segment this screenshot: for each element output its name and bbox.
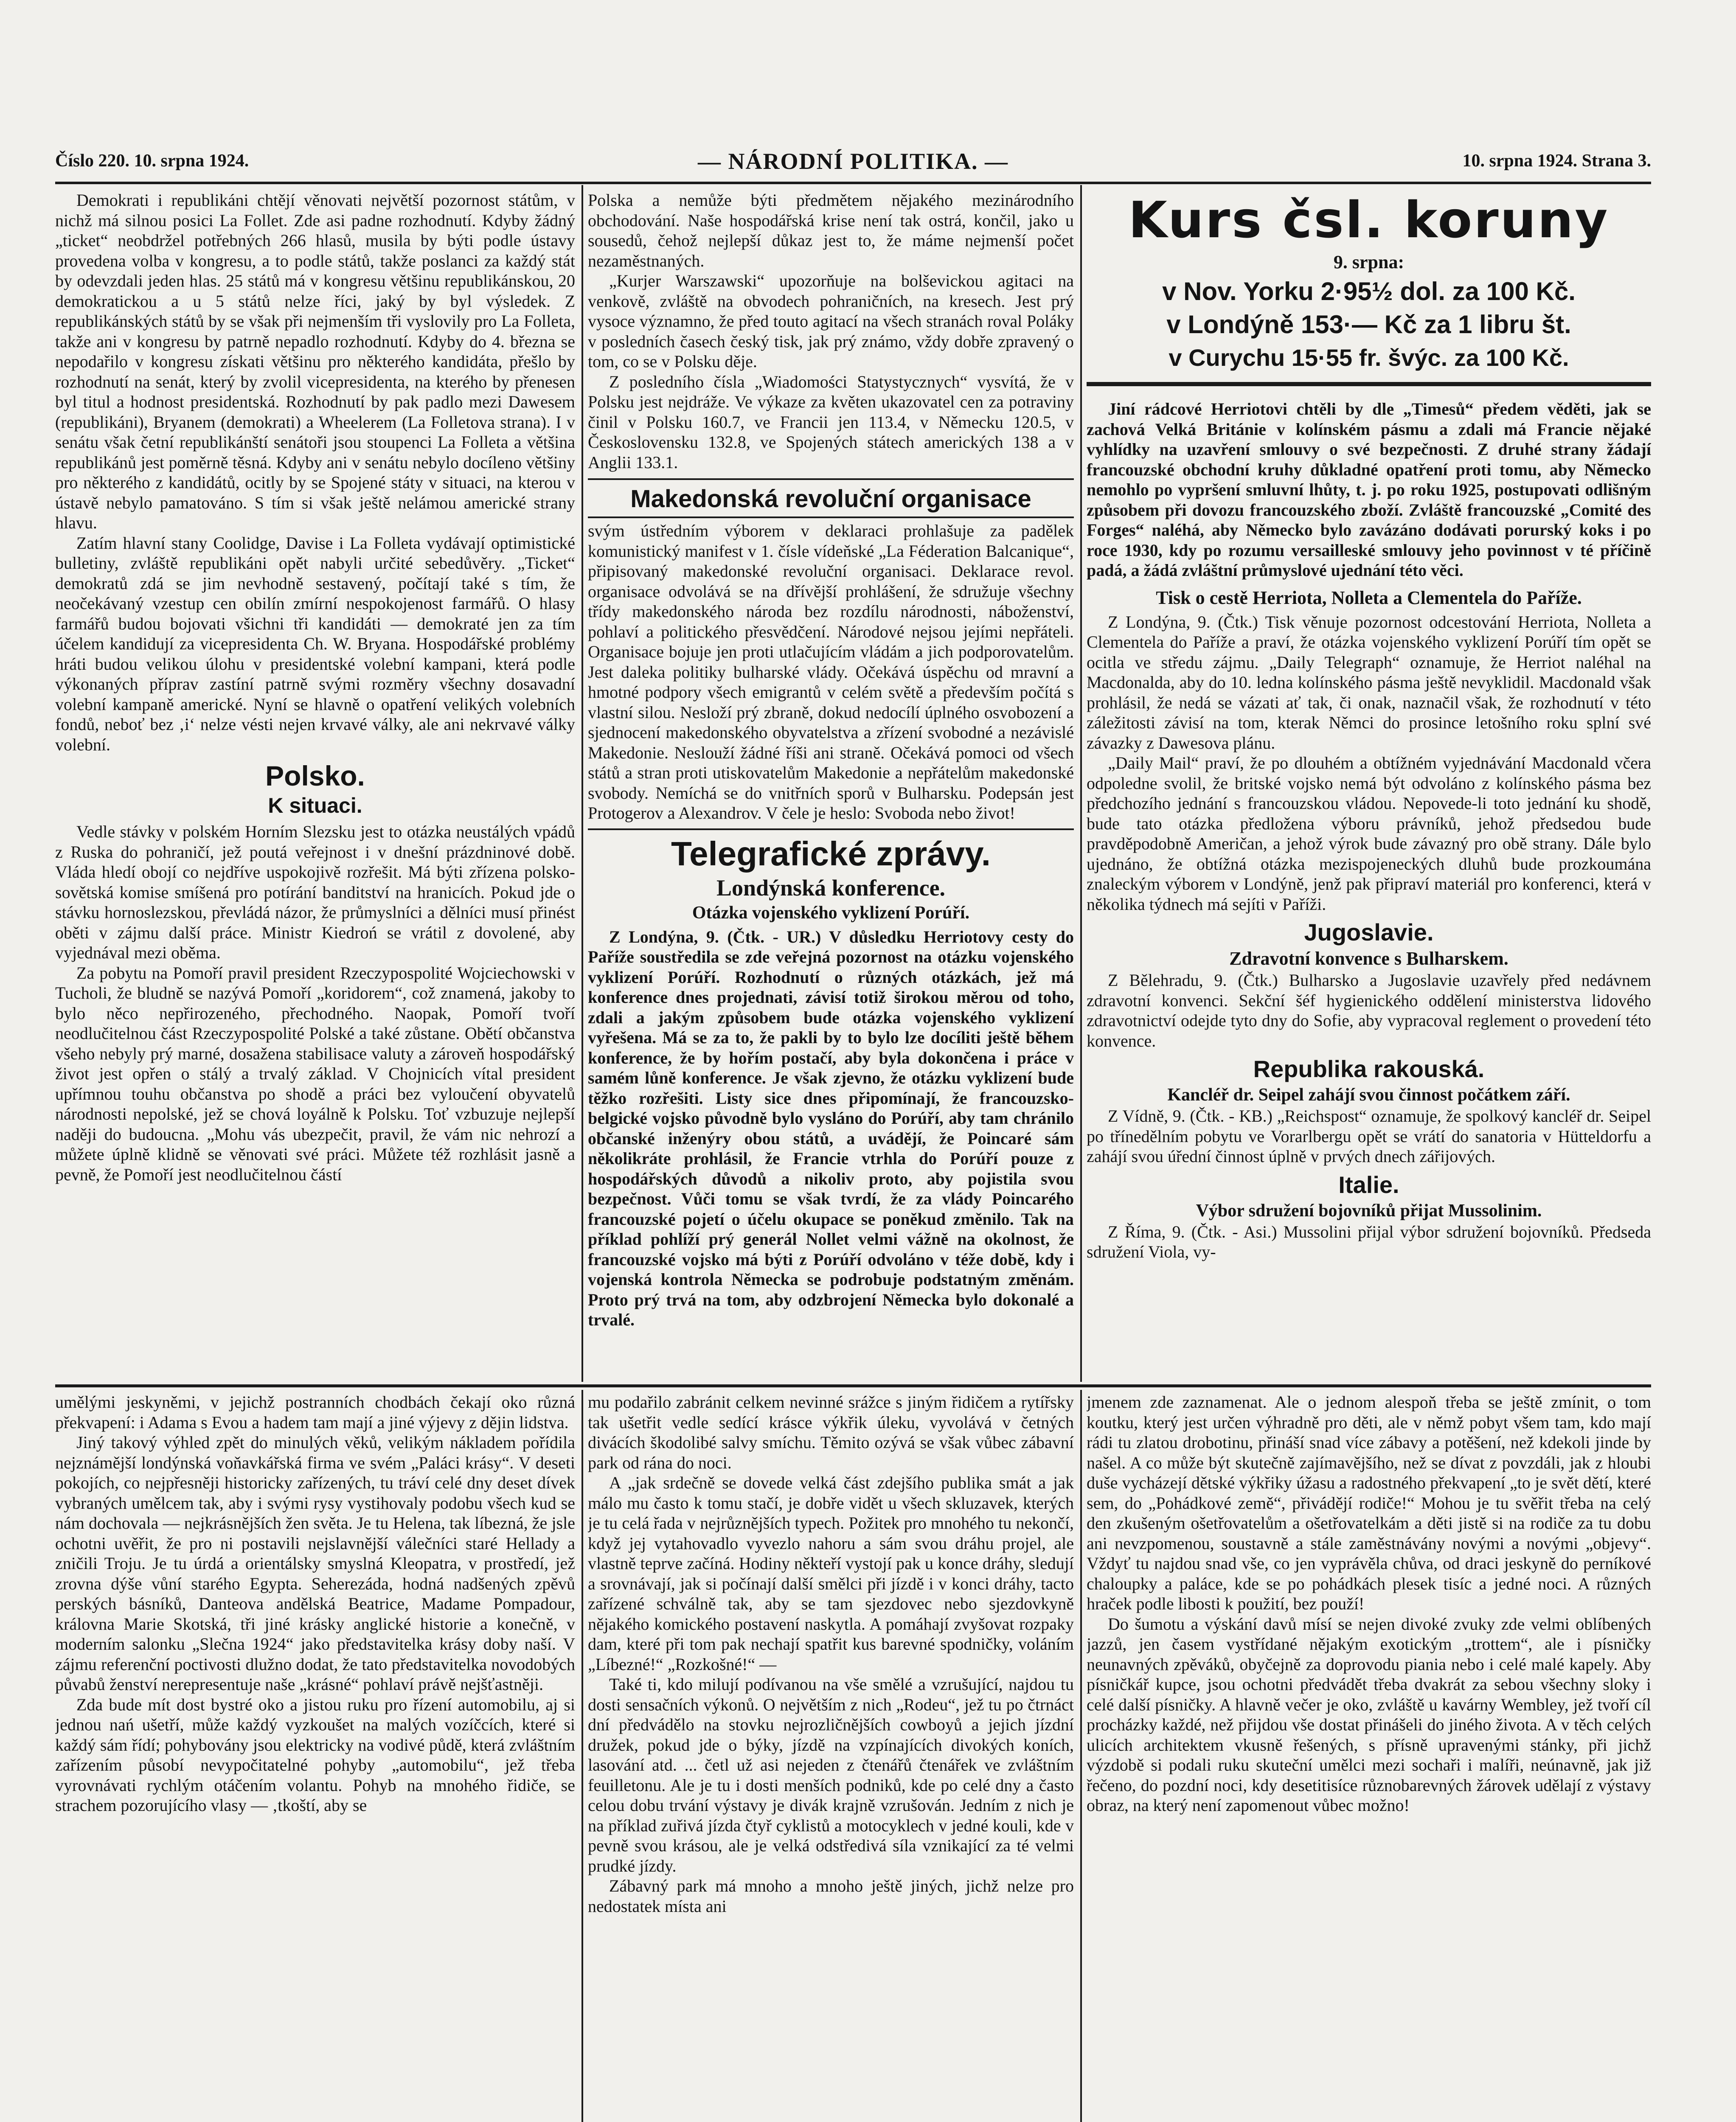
header-rule	[55, 182, 1651, 184]
paragraph: Za pobytu na Pomoří pravil president Rzeczypospolité Wojciechowski v Tucholi, že bludně se nazývá Pomoří „koridorem“, což znamená, jakoby to bylo něco nepřirozeného, přechodného. Naopak, Pomoří tvoří neodlučitelnou část Rzeczypospolité Polské a také zůstane. Obětí občanstva všeho nebyly prý marné, dosažena stabilisace valuty a zároveň hospodářský život jest opřen o stálý a trvalý základ. V Chojnicích vítal president upřímnou touhu občanstva po shodě a práci bez vyloučení obyvatelů národnosti nepolské, jež se chová loyálně k Polsku. Toť vzbuzuje nejlepší naději do budoucna. „Mohu vás ubezpečit, pravil, že vám nic nehrozí a můžete úplně klidně se věnovati své práci. Můžete též rozhlásit jasně a pevně, že Pomoří jest neodlučitelnou částí	[55, 963, 575, 1184]
section-title-telegraficke: Telegrafické zprávy.	[671, 834, 991, 873]
paragraph: Z Londýna, 9. (Čtk. - UR.) V důsledku Herriotovy cesty do Paříže soustředila se zde veřejná pozornost na otázku vojenského vyklizení Porúří. Rozhodnutí o různých otázkách, jež má konference dnes projednati, závisí totiž širokou měrou od toho, zdali a jakým způsobem bude otázka vojenského vyklizení vyřešena. Má se za to, že pakli by to bylo lze docíliti ještě během konference, že by hořím postačí, aby byla dokončena i práce v samém lůně konference. Je však zjevno, že otázku vyklizení bude těžko rozřešiti. Listy sice dnes připomínají, že francouzsko-belgické vojsko původně bylo vysláno do Porúří, aby tam chránilo občanské inženýry obou států, a uvádějí, že Poincaré sám několikráte prohlásil, že Francie vtrhla do Porúří pouze z hospodářských důvodů a nikoliv proto, aby pojistila svou bezpečnost. Vůči tomu se však tvrdí, že za vlády Poincarého francouzské pojetí o účelu okupace se poněkud změnilo. Tak na příklad pohlíží prý generál Nollet velmi vážně na okolnost, že francouzské vojsko má býti z Porúří odvoláno v téže době, kdy i vojenská kontrola Německa se podrobuje podstatným změnám. Proto prý trvá na tom, aby odzbrojení Německa bylo dokonalé a trvalé.	[588, 927, 1074, 1329]
column-rule-1	[581, 185, 583, 1382]
section-subtitle: Kancléř dr. Seipel zahájí svou činnost počátkem září.	[1167, 1085, 1570, 1105]
page-header	[55, 151, 1651, 180]
section-rule	[588, 478, 1074, 480]
rate-london: v Londýně 153·— Kč za 1 libru št.	[1166, 310, 1571, 339]
paragraph: Zatím hlavní stany Coolidge, Davise i La Folleta vydávají optimistické bulletiny, zvláště republikáni opět nabyli určité sebedůvěry. „Ticket“ demokratů zdá se jim nevhodně sestavený, počítají také s tím, že neočekávaný vzestup cen obilín zmírní nespokojenost farmářů. O hlasy farmářů budou bojovati všichni tři kandidáti — demokraté jen za tím účelem kandidují za vicepresidenta Ch. W. Bryana. Hospodářské problémy hráti budou velikou úlohu v presidentské volební kampani, která podle výkonaných příprav zastíní patrně svými rozměry všechny dosavadní volební kampaně americké. Nyní se hlavně o opatření velikých volebních fondů, neboť bez ‚i‘ nelze vésti nejen krvavé války, ale ani nekrvavé války volební.	[55, 533, 575, 754]
paragraph: Z Londýna, 9. (Čtk.) Tisk věnuje pozornost odcestování Herriota, Nolleta a Clementela do Paříže a praví, že otázka vojenského vyklizení Porúří tím opět se ocitla ve středu zájmu. „Daily Telegraph“ oznamuje, že Herriot naléhal na Macdonalda, aby do 10. ledna kolínského pásma ještě nevyklidil. Macdonald však prohlásil, že nedá se vázati ať tak, či onak, naznačil však, že rozhodnutí v této záležitosti závisí na tom, kterak Němci do prosince letošního roku splní své závazky z Dawesova plánu.	[1087, 612, 1651, 752]
paragraph: jmenem zde zaznamenat. Ale o jednom alespoň třeba se ještě zmínit, o tom koutku, který jest určen výhradně pro děti, ale v němž pobyt všem tam, kdo mají rádi tu zlatou drobotinu, přináší snad více zábavy a potěšení, než kdekoli jinde by našel. A co může být skutečně zajímavějšího, než se dívat z povzdáli, jak z hloubi duše vycházejí dětské výkřiky úžasu a radostného překvapení „to je svět dětí, které sem, do „Pohádkové země“, přivádějí rodiče!“ Mohou je tu svěřit třeba na celý den zkušeným ošetřovatelům a ošetřovatelkám a děti jistě si na rodiče za tu dobu ani nevzpomenou, soustavně a stále zaměstnávány novými a novými „objevy“. Vždyť tu najdou snad vše, co jen vyprávěla chůva, od draci jeskyně do perníkové chaloupky a paláce, kde se po pohádkách plesek tisíc a jedné noci. A různých hraček podle libosti k použití, bez použí!	[1087, 1392, 1651, 1613]
section-subtitle-tisk: Tisk o cestě Herriota, Nolleta a Clementela do Paříže.	[1156, 587, 1582, 608]
section-subtitle-londynska: Londýnská konference.	[716, 875, 946, 901]
section-title-italie: Italie.	[1338, 1171, 1399, 1198]
section-subtitle: Zdravotní konvence s Bulharskem.	[1229, 948, 1508, 969]
rate-zurich: v Curychu 15·55 fr. švýc. za 100 Kč.	[1169, 344, 1569, 371]
paragraph: Demokrati i republikáni chtějí věnovati největší pozornost státům, v nichž má silnou posici La Follet. Zde asi padne rozhodnutí. Kdyby žádný „ticket“ neobdržel potřebných 266 hlasů, musila by býti podle ústavy provedena volba v kongresu, a to podle států, takže poslanci za každý stát by odevzdali jeden hlas. 25 států má v kongresu většinu republikánskou, 20 demokratickou a u 5 států nelze říci, jaký by byl výsledek. Z republikánských států by se však při nejmenším tři vyslovily pro La Folleta, takže ani v kongresu by patrně nepadlo rozhodnutí. Kdyby do 4. března se nepodařilo v kongresu získati většinu pro některého kandidáta, přešlo by rozhodnutí na senát, který by zvolil vicepresidenta, na kterého by přenesen byl titul a hodnost presidentská. Rozhodnutí by pak padlo mezi Dawesem (republikáni), Bryanem (demokrati) a Wheelerem (La Folletova strana). I v senátu však četní republikánští senátoři jsou stoupenci La Folleta a většina republikánů jest poměrně těsná. Kdyby ani v senátu nebylo docíleno většiny pro některého z kandidátů, ocitly by se Spojené státy v situaci, na kterou v ústavě nebylo pamatováno. S tím si však ještě nelámou americké strany hlavu.	[55, 191, 575, 532]
paragraph: Z posledního čísla „Wiadomości Statystycznych“ vysvítá, že v Polsku jest nejdráže. Ve výkaze za květen ukazovatel cen za potraviny činil v Polsku 160.7, ve Francii jen 113.4, v Německu 120.5, v Československu 132.8, ve Spojených státech amerických 138 a v Anglii 133.1.	[588, 372, 1074, 472]
section-rule	[588, 516, 1074, 518]
paragraph: „Daily Mail“ praví, že po dlouhém a obtížném vyjednávání Macdonald včera odpoledne svolil, že britské vojsko nemá být odvoláno z kolínského pásma bez předchozího jednání s francouzskou vládou. Nepovede-li toto jednání ku shodě, bude tato otázka předložena výboru právníků, jehož předsedou bude pravděpodobně Američan, a jehož výrok bude závazný pro obě strany. Dále bylo ujednáno, že obtížná otázka mezispojeneckých dluhů bude prozkoumána znaleckým výborem v Londýně, jenž pak připraví materiál pro konferenci, která v několika týdnech má sejíti v Paříži.	[1087, 753, 1651, 914]
column-2-top	[588, 190, 1074, 1378]
section-title-polsko: Polsko.	[265, 760, 365, 792]
feuilleton-column-1	[55, 1392, 575, 2122]
paragraph: Vedle stávky v polském Horním Slezsku jest to otázka neustálých vpádů z Ruska do pohraničí, jež poutá veřejnost i v dnešní prázdninové době. Vláda hledí obojí co nejdříve uspokojivě rozřešit. Má býti zřízena polsko-sovětská komise smíšená pro potírání banditství na hranicích. Pokud jde o stávku hornoslezskou, převládá názor, že průmyslníci a dělníci musí přinést oběti v zájmu další práce. Ministr Kiedroń se vrátil z dovolené, aby vyjednával mezi oběma.	[55, 822, 575, 962]
paragraph: Do šumotu a výskání davů mísí se nejen divoké zvuky zde velmi oblíbených jazzů, jen časem vystřídané nějakým exotickým „trottem“, ale i písničky neunavných zpěváků, obyčejně za doprovodu piania nebo i celé malé kapely. Aby písničkář kupce, jsou ochotni předvádět třeba dvakrát za sebou všechny sloky i celé další písničky. A hlavně večer je oko, zvláště u kavárny Wembley, jež tvoří cíl procházky každé, než přijdou vše dostat přinášeli do jiného života. A v těch celých ulicích architektem vkusně řešených, s přísně upravenými stánky, při jichž výzdobě si podali ruku skuteční umělci mezi sochaři i malíři, neúnavně, jak již řečeno, do pozdní noci, kdy desetitisíce různobarevných žárovek udělají z výstavy obraz, na který není zapomenout vůbec možno!	[1087, 1614, 1651, 1815]
column-3-top	[1087, 190, 1651, 1378]
kurs-title: Kurs čsl. koruny	[1128, 191, 1610, 249]
column-1-top	[55, 190, 575, 1378]
column-rule-3	[581, 1390, 583, 2122]
paragraph: A „jak srdečně se dovede velká část zdejšího publika smát a jak málo mu často k tomu stačí, je dobře vidět u všech skluzavek, kterých je tu celá řada v nejrůznějších typech. Požitek pro mnohého tu nekončí, když jej vytahovadlo vyvezlo nahoru a sám svou dráhu projel, ale vlastně teprve začíná. Hodiny někteří vystojí pak u konce dráhy, sledují a srovnávají, jak si počínají další smělci při jízdě i v konci dráhy, tacto zařízené schválně tak, aby se tam sjezdovec nebo sjezdovkyně nějakého komického postavení naskytla. A pomáhají zvyšovat rozpaky dam, které při tom pak nechají spatřit kus barevné spodničky, voláním „Líbezné!“ „Rozkošné!“ —	[588, 1473, 1074, 1674]
section-rule	[1087, 382, 1651, 386]
paragraph: Z Vídně, 9. (Čtk. - KB.) „Reichspost“ oznamuje, že spolkový kancléř dr. Seipel po třínedělním pobytu ve Vorarlbergu opět se vrátí do sanatoria v Hütteldorfu a zahájí svou úřední činnost úplně v prvých dnech zářijových.	[1087, 1106, 1651, 1166]
rate-new-york: v Nov. Yorku 2·95½ dol. za 100 Kč.	[1162, 277, 1576, 306]
section-rule	[588, 828, 1074, 830]
feuilleton-rule	[55, 1384, 1651, 1387]
column-rule-2	[1080, 185, 1082, 1382]
column-rule-4	[1080, 1390, 1082, 2122]
section-title-rakouska: Republika rakouská.	[1253, 1055, 1485, 1082]
paragraph: svým ústředním výborem v deklaraci prohlašuje za padělek komunistický manifest v 1. čísle vídeňské „La Féderation Balcanique“, připisovaný makedonské revoluční organisaci. Deklarace revol. organisace odvolává se na dřívější prohlášení, že sdružuje všechny třídy makedonského národa bez rozdílu národnosti, náboženství, pohlaví a politického přesvědčení. Národové nejsou jejími nepřáteli. Organisace bojuje jen proti utlačujícím vládám a jich podporovatelům. Jest daleka politiky bulharské vlády. Očekává úspěchu od mravní a hmotné podpory všech emigrantů v celém světě a především počítá s vlastní silou. Nesloží prý zbraně, dokud nedocílí úplného osvobození a sjednocení makedonského obyvatelstva a zřízení svobodné a nezávislé Makedonie. Neslouží žádné říši ani straně. Očekává pomoci od všech států a stran proti utiskovatelům Makedonie a nepřátelům makedonské svobody. Nemíchá se do vnitřních sporů v Bulharsku. Podepsán jest Protogerov a Alexandrov. V čele je heslo: Svoboda nebo život!	[588, 521, 1074, 822]
paragraph: Zábavný park má mnoho a mnoho ještě jiných, jichž nelze pro nedostatek místa ani	[588, 1876, 1074, 1916]
section-title-jugoslavie: Jugoslavie.	[1304, 919, 1434, 946]
paragraph: Z Bělehradu, 9. (Čtk.) Bulharsko a Jugoslavie uzavřely před nedávnem zdravotní konvenci. Sekční šéf hygienického oddělení ministerstva lidového zdravotnictví odejde tyto dny do Sofie, aby vypracoval reglement o provedení této konvence.	[1087, 971, 1651, 1050]
section-subtitle: K situaci.	[268, 794, 362, 817]
paragraph: Jiní rádcové Herriotovi chtěli by dle „Timesů“ předem věděti, jak se zachová Velká Británie v kolínském pásmu a zdali má Francie nějaké vyhlídky na uzavření smlouvy o své bezpečnosti. Z druhé strany žádají francouzské obchodní kruhy důkladné opatření proti tomu, aby Německo nemohlo po vypršení smluvní lhůty, t. j. po roku 1925, postupovati odlišným způsobem při dovozu francouzského zboží. Zvláště francouzské „Comité des Forges“ naléhá, aby Německo bylo zavázáno dodávati porurský koks i po roce 1930, kdy po rozumu versailleské smlouvy jeho povinnost v té příčině padá, a žádá zvláštní průmyslové ujednání této věci.	[1087, 399, 1651, 580]
section-subtitle-porury: Otázka vojenského vyklizení Porúří.	[692, 903, 970, 923]
issue-number-date: Číslo 220. 10. srpna 1924.	[55, 151, 249, 171]
section-subtitle: Výbor sdružení bojovníků přijat Mussolinim.	[1196, 1201, 1542, 1221]
paragraph: Jiný takový výhled zpět do minulých věků, velikým nákladem pořídila nejznámější londýnská voňavkářská firma ve svém „Paláci krásy“. V deseti pokojích, co nejpřesněji historicky zařízených, tu tráví celé dny deset dívek vybraných umělcem tak, aby i svými rysy vystihovaly podobu všech kud se nám dochovala — nejkrásnějších žen světa. Je tu Helena, tak líbezná, že jsle ochotni uvěřit, že pro ni postavili nejslavnější válečníci staré Hellady a zničili Troju. Je tu úrdá a orientálsky smyslná Kleopatra, v prostředí, jež zrovna dýše vůní starého Egypta. Seherezáda, hodná nadšených zpěvů perských básníků, Danteova andělská Beatrice, Madame Pompadour, královna Marie Skotská, tři jiné krásky anglické historie a konečně, v moderním salonku „Slečna 1924“ jako představitelka krásy doby naší. V zájmu referenční poctivosti dlužno dodat, že tato představitelka novodobých půvabů ženství nerepresentuje naše „krásné“ pohlaví právě nejšťastněji.	[55, 1433, 575, 1694]
paragraph: Polska a nemůže býti předmětem nějakého mezinárodního obchodování. Naše hospodářská krise není tak ostrá, končil, jako u sousedů, čehož nejlepší důkaz jest to, že máme nejmenší počet nezaměstnaných.	[588, 191, 1074, 270]
paragraph: Z Říma, 9. (Čtk. - Asi.) Mussolini přijal výbor sdružení bojovníků. Předseda sdružení Viola, vy-	[1087, 1222, 1651, 1261]
paragraph: „Kurjer Warszawski“ upozorňuje na bolševickou agitaci na venkově, zvláště na obvodech pohraničních, na kresech. Jest prý vysoce významno, že před touto agitací na všech stranách roval Poláky v posledních časech český tisk, jak prý známo, vždy dobře zpravený o tom, co se v Polsku děje.	[588, 271, 1074, 371]
kurs-date: 9. srpna:	[1333, 252, 1405, 272]
masthead-title: — NÁRODNÍ POLITIKA. —	[697, 149, 1009, 174]
paragraph: Zda bude mít dost bystré oko a jistou ruku pro řízení automobilu, aj si jednou nań ušetří, může každý vyzkoušet na malých vozíčcích, které si každý sám řídí; pohybovány jsou elektricky na vodivé půdě, která zvláštním zařízením působí nevypočitatelné pohyby „automobilu“, jež třeba vyrovnávati rychlým otáčením volantu. Pohyb na mnohého řidiče, se strachem pozorujícího vlasy — ‚tkoští, aby se	[55, 1695, 575, 1815]
feuilleton-column-2	[588, 1392, 1074, 2122]
feuilleton-column-3	[1087, 1392, 1651, 2122]
date-page-number: 10. srpna 1924. Strana 3.	[1462, 151, 1651, 171]
paragraph: mu podařilo zabránit celkem nevinné srážce s jiným řidičem a rytířsky tak ušetřit vedle sedící krásce výkřik úleku, vyvolává v četných divácích škodolibé salvy smíchu. Těmito ozývá se však vůbec zábavní park od rána do noci.	[588, 1392, 1074, 1472]
paragraph: Také ti, kdo milují podívanou na vše smělé a vzrušující, najdou tu dosti sensačních výkonů. O největším z nich „Rodeu“, jež tu po čtrnáct dní předvádělo na stovku nejrozličnějších cowboyů a jejich jízdní družek, pokud jde o býky, jízdě na vzpínajících divokých koních, lasování atd. ... četl už asi nejeden z čtenářů čtenářek ve zvláštním feuilletonu. Ale je tu i dosti menších podniků, kde po celé dny a často celou dobu trvání výstavy je divák krajně vzrušován. Jedním z nich je na příklad zuřivá jízda čtyř cyklistů a motocyklech v jedné kouli, kde v pevně svou krásou, ale je velká odstředivá síla vznikající za té velmi prudké jízdy.	[588, 1675, 1074, 1875]
paragraph: umělými jeskyněmi, v jejichž postranních chodbách čekají oko různá překvapení: i Adama s Evou a hadem tam mají a jiné výjevy z dějin lidstva.	[55, 1392, 575, 1432]
section-title-makedonska: Makedonská revoluční organisace	[630, 485, 1031, 513]
